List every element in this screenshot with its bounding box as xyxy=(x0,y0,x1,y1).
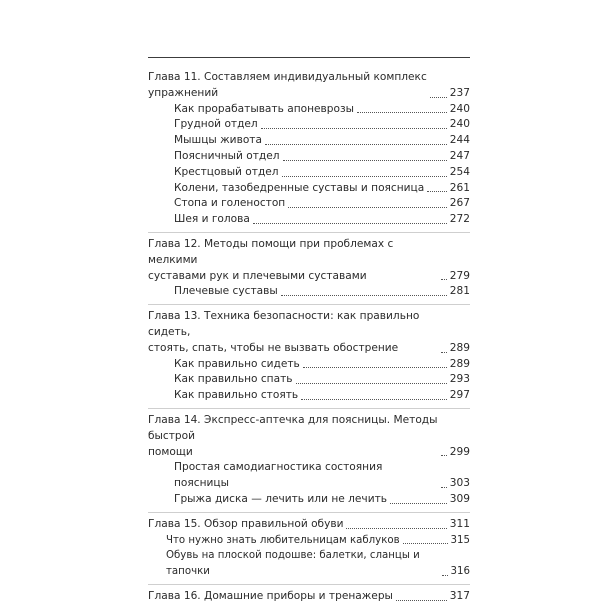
page-number: 316 xyxy=(450,566,470,578)
section-entry[interactable] xyxy=(148,102,470,118)
section-title: Колени, тазобедренные суставы и поясница xyxy=(174,181,425,194)
section-entry[interactable] xyxy=(148,460,470,492)
section-title: Крестцовый отдел xyxy=(174,165,279,178)
page-number: 299 xyxy=(449,445,470,458)
section-title: Стопа и голеностоп xyxy=(174,197,286,210)
chapter-heading[interactable] xyxy=(148,309,470,356)
chapter-13 xyxy=(148,309,470,409)
section-entry[interactable] xyxy=(148,492,470,508)
page-number: 244 xyxy=(449,134,470,147)
section-title: Простая самодиагностика состояния поясницы xyxy=(174,461,383,490)
chapter-heading[interactable] xyxy=(148,237,470,284)
page-number: 315 xyxy=(450,534,470,546)
dot-leader xyxy=(283,160,447,161)
dot-leader xyxy=(261,128,447,129)
chapter-12 xyxy=(148,237,470,305)
section-title: Как правильно сидеть xyxy=(174,357,300,370)
section-entry[interactable] xyxy=(148,357,470,373)
dot-leader xyxy=(441,455,447,456)
section-title: Плечевые суставы xyxy=(174,285,278,298)
section-entry[interactable] xyxy=(148,165,470,181)
page-number: 240 xyxy=(449,118,470,131)
table-of-contents xyxy=(148,70,470,613)
page-number: 247 xyxy=(449,149,470,162)
page-number: 237 xyxy=(449,86,470,99)
dot-leader xyxy=(441,279,447,280)
dot-leader xyxy=(281,295,447,296)
section-entry[interactable] xyxy=(148,149,470,165)
section-entry[interactable] xyxy=(148,196,470,212)
chapter-heading[interactable] xyxy=(148,413,470,460)
dot-leader xyxy=(253,223,447,224)
section-title: Что нужно знать любительницам каблуков xyxy=(166,534,400,546)
chapter-heading[interactable] xyxy=(148,517,470,533)
page-number: 261 xyxy=(449,181,470,194)
dot-leader xyxy=(303,367,447,368)
dot-leader xyxy=(430,97,447,98)
section-entry[interactable] xyxy=(148,548,470,580)
section-entry[interactable] xyxy=(148,212,470,228)
chapter-title: Глава 13. Техника безопасности: как правильно сидеть, стоять, спать, чтобы не вызвать обострение xyxy=(148,310,420,354)
page-number: 289 xyxy=(449,357,470,370)
chapter-heading[interactable] xyxy=(148,589,470,605)
section-title: Как прорабатывать апоневрозы xyxy=(174,102,354,115)
section-title: Как правильно спать xyxy=(174,373,293,386)
page-number: 289 xyxy=(449,341,470,354)
chapter-title: Глава 15. Обзор правильной обуви xyxy=(148,517,344,530)
section-entry[interactable] xyxy=(148,533,470,549)
page-number: 311 xyxy=(449,517,470,530)
page-number: 297 xyxy=(449,389,470,402)
chapter-11 xyxy=(148,70,470,233)
chapter-heading[interactable] xyxy=(148,70,470,102)
section-title: Шея и голова xyxy=(174,213,250,226)
dot-leader xyxy=(441,487,447,488)
chapter-title: Глава 16. Домашние приборы и тренажеры xyxy=(148,589,393,602)
dot-leader xyxy=(403,543,448,544)
chapter-title: Глава 12. Методы помощи при проблемах с мелкими суставами рук и плечевыми суставами xyxy=(148,237,394,282)
section-title: Грыжа диска — лечить или не лечить xyxy=(174,492,387,505)
page-number: 267 xyxy=(449,197,470,210)
page-number: 309 xyxy=(449,492,470,505)
dot-leader xyxy=(282,176,447,177)
section-title: Поясничный отдел xyxy=(174,149,280,162)
section-entry[interactable] xyxy=(148,133,470,149)
chapter-title: Глава 14. Экспресс-аптечка для поясницы. Методы быстрой помощи xyxy=(148,413,438,458)
dot-leader xyxy=(288,207,447,208)
dot-leader xyxy=(301,399,447,400)
chapter-14 xyxy=(148,413,470,513)
dot-leader xyxy=(357,112,447,113)
dot-leader xyxy=(442,575,448,576)
dot-leader xyxy=(441,352,447,353)
section-title: Обувь на плоской подошве: балетки, сланцы и тапочки xyxy=(166,550,420,578)
page-number: 293 xyxy=(449,373,470,386)
dot-leader xyxy=(296,383,447,384)
page-number: 254 xyxy=(449,165,470,178)
dot-leader xyxy=(427,191,447,192)
top-rule xyxy=(148,57,470,58)
dot-leader xyxy=(265,144,447,145)
page-number: 303 xyxy=(449,477,470,490)
section-entry[interactable] xyxy=(148,181,470,197)
section-entry[interactable] xyxy=(148,284,470,300)
chapter-16 xyxy=(148,589,470,609)
chapter-15 xyxy=(148,517,470,585)
page-number: 317 xyxy=(449,589,470,602)
section-entry[interactable] xyxy=(148,388,470,404)
section-entry[interactable] xyxy=(148,372,470,388)
section-title: Как правильно стоять xyxy=(174,389,299,402)
section-entry[interactable] xyxy=(148,117,470,133)
page-number: 240 xyxy=(449,102,470,115)
chapter-title: Глава 11. Составляем индивидуальный комплекс упражнений xyxy=(148,71,427,99)
dot-leader xyxy=(390,503,447,504)
section-title: Мышцы живота xyxy=(174,134,262,147)
page-number: 279 xyxy=(449,269,470,282)
page-number: 281 xyxy=(449,285,470,298)
page-number: 272 xyxy=(449,213,470,226)
section-title: Грудной отдел xyxy=(174,118,258,131)
dot-leader xyxy=(346,528,446,529)
